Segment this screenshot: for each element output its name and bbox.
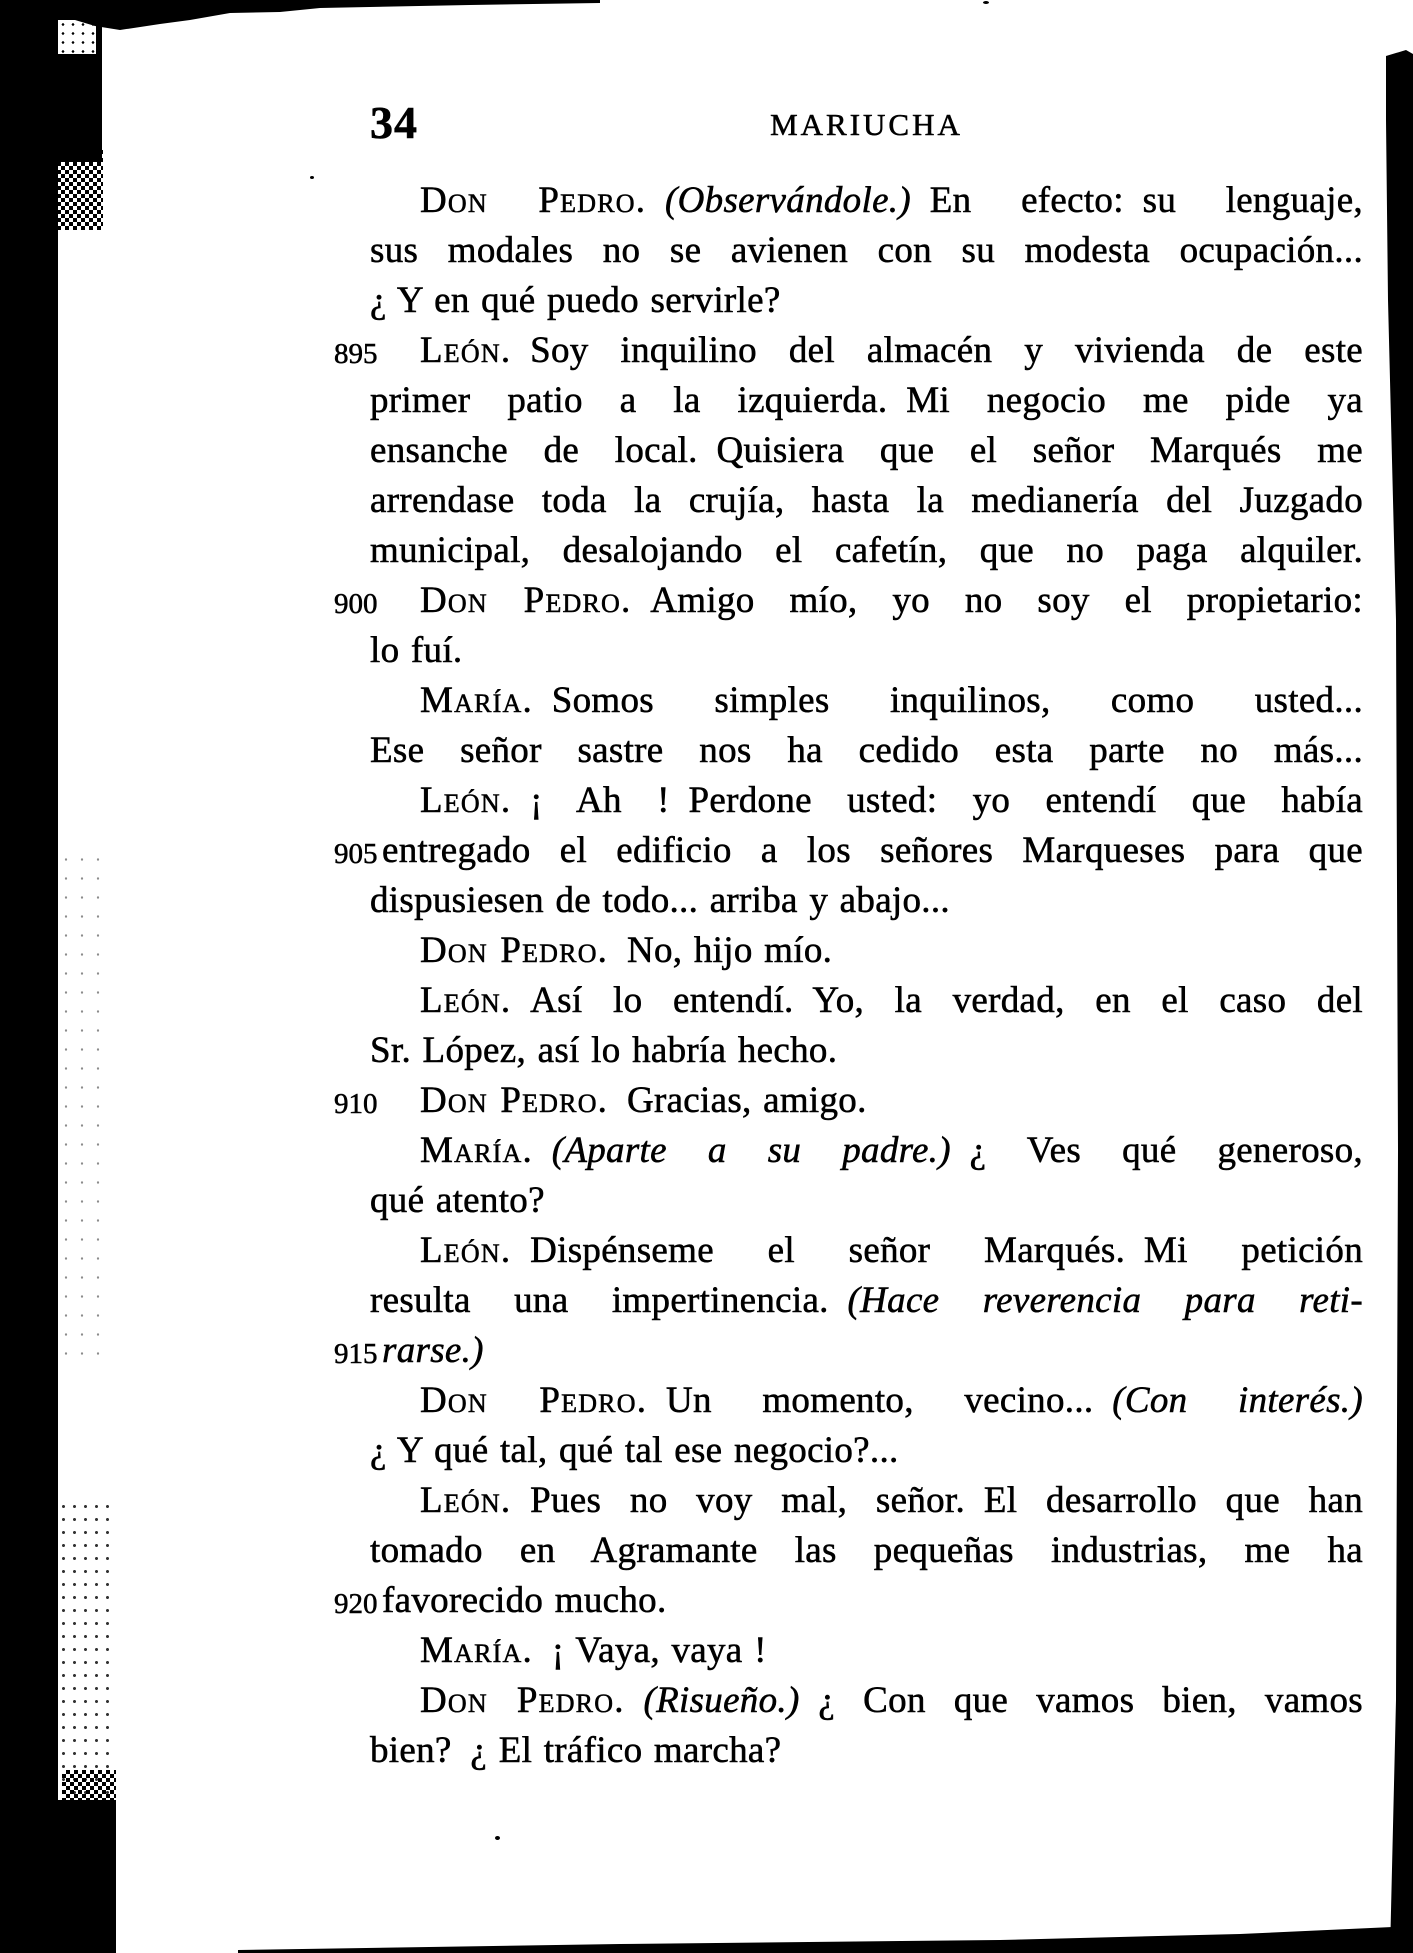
dialogue-text: ¡ Ah ! Perdone usted: yo entendí que había <box>511 780 1363 821</box>
text-lines <box>334 176 1363 1776</box>
speaker-name: María. <box>420 1630 533 1671</box>
speaker-name: María. <box>420 680 533 721</box>
text-line <box>370 1376 1363 1426</box>
text-line <box>370 1626 1363 1676</box>
text-line <box>370 676 1363 726</box>
line-number: 920 <box>334 1588 378 1620</box>
text-line <box>370 726 1363 776</box>
text-line <box>370 1226 1363 1276</box>
text-line <box>370 1276 1363 1326</box>
dialogue-text: Amigo mío, yo no soy el propietario: <box>631 580 1363 621</box>
dialogue-text: Ese señor sastre nos ha cedido esta parte no más... <box>370 730 1363 771</box>
dialogue-text: primer patio a la izquierda. Mi negocio me pide ya <box>370 380 1363 421</box>
text-line <box>370 426 1363 476</box>
line-number: 910 <box>334 1088 378 1120</box>
dialogue-text <box>625 1680 644 1721</box>
dialogue-text: entregado el edificio a los señores Marqueses para que <box>382 830 1363 871</box>
dialogue-text <box>646 180 665 221</box>
dialogue-text: favorecido mucho. <box>382 1580 667 1621</box>
dialogue-text: Pues no voy mal, señor. El desarrollo que han <box>511 1480 1363 1521</box>
dialogue-text: En efecto: su lenguaje, <box>910 180 1363 221</box>
dialogue-text: Así lo entendí. Yo, la verdad, en el caso del <box>511 980 1363 1021</box>
stage-direction: (Risueño.) <box>643 1680 800 1721</box>
dialogue-text: ensanche de local. Quisiera que el señor Marqués me <box>370 430 1363 471</box>
speaker-name: Don Pedro. <box>420 180 647 221</box>
ink-speck <box>495 1836 500 1840</box>
speaker-name: Don Pedro. <box>420 1080 609 1121</box>
text-line <box>370 176 1363 226</box>
line-number: 915 <box>334 1338 378 1370</box>
stage-direction: (Aparte a su padre.) <box>551 1130 951 1171</box>
dialogue-text: Sr. López, así lo habría hecho. <box>370 1030 838 1071</box>
text-line <box>370 1726 1363 1776</box>
dialogue-text: Somos simples inquilinos, como usted... <box>532 680 1363 721</box>
text-line <box>370 1476 1363 1526</box>
line-number: 905 <box>334 838 378 870</box>
speaker-name: Don Pedro. <box>420 930 609 971</box>
text-line <box>370 276 1363 326</box>
dialogue-text: bien? ¿ El tráfico marcha? <box>370 1730 782 1771</box>
dialogue-text: Dispénseme el señor Marqués. Mi petición <box>511 1230 1363 1271</box>
ink-speck <box>983 1 989 4</box>
speaker-name: León. <box>420 1480 512 1521</box>
text-line <box>370 926 1363 976</box>
dialogue-text: sus modales no se avienen con su modesta ocupación... <box>370 230 1363 271</box>
dialogue-text: Soy inquilino del almacén y vivienda de este <box>511 330 1363 371</box>
text-line <box>370 1526 1363 1576</box>
stage-direction: rarse.) <box>382 1330 484 1371</box>
running-title: MARIUCHA <box>770 107 963 142</box>
speaker-name: León. <box>420 330 512 371</box>
dialogue-text: Gracias, amigo. <box>608 1080 867 1121</box>
speaker-name: Don Pedro. <box>420 1380 648 1421</box>
text-line <box>370 1176 1363 1226</box>
text-line <box>370 1426 1363 1476</box>
text-line <box>334 826 1363 876</box>
text-line <box>370 1126 1363 1176</box>
text-line <box>334 1326 1363 1376</box>
line-number: 895 <box>334 338 378 370</box>
dialogue-text: ¡ Vaya, vaya ! <box>532 1630 767 1671</box>
dialogue-text: municipal, desalojando el cafetín, que no paga alquiler. <box>370 530 1363 571</box>
text-line <box>334 576 1363 626</box>
text-line <box>370 976 1363 1026</box>
text-line <box>370 876 1363 926</box>
text-line <box>370 776 1363 826</box>
text-line <box>370 626 1363 676</box>
text-line <box>370 376 1363 426</box>
dialogue-text: lo fuí. <box>370 630 463 671</box>
text-line <box>334 1576 1363 1626</box>
dialogue-text: tomado en Agramante las pequeñas industrias, me ha <box>370 1530 1363 1571</box>
speaker-name: María. <box>420 1130 533 1171</box>
dialogue-text: Un momento, vecino... <box>647 1380 1113 1421</box>
speaker-name: León. <box>420 980 512 1021</box>
ink-speck <box>310 176 314 179</box>
dialogue-text: resulta una impertinencia. <box>370 1280 848 1321</box>
dialogue-text: arrendase toda la crujía, hasta la medianería del Juzgado <box>370 480 1363 521</box>
stage-direction: (Observándole.) <box>665 180 911 221</box>
dialogue-text: dispusiesen de todo... arriba y abajo... <box>370 880 950 921</box>
text-line <box>334 326 1363 376</box>
speaker-name: Don Pedro. <box>420 580 632 621</box>
text-line <box>370 1676 1363 1726</box>
text-line <box>370 1026 1363 1076</box>
stage-direction: (Con interés.) <box>1112 1380 1363 1421</box>
stage-direction: (Hace reverencia para reti- <box>847 1280 1363 1321</box>
text-line <box>370 526 1363 576</box>
text-line <box>334 1076 1363 1126</box>
scan-bottom-wedge <box>238 1926 1413 1953</box>
dialogue-text: No, hijo mío. <box>608 930 833 971</box>
speaker-name: León. <box>420 1230 512 1271</box>
text-line <box>370 226 1363 276</box>
dialogue-text: ¿ Ves qué generoso, <box>950 1130 1363 1171</box>
dialogue-text: ¿ Y qué tal, qué tal ese negocio?... <box>370 1430 899 1471</box>
line-number: 900 <box>334 588 378 620</box>
scan-top-streak <box>55 0 600 30</box>
page-number: 34 <box>370 97 418 148</box>
dialogue-text: ¿ Con que vamos bien, vamos <box>799 1680 1363 1721</box>
text-line <box>370 476 1363 526</box>
speaker-name: Don Pedro. <box>420 1680 625 1721</box>
speaker-name: León. <box>420 780 512 821</box>
dialogue-text: qué atento? <box>370 1180 545 1221</box>
dialogue-text: ¿ Y en qué puedo servirle? <box>370 280 781 321</box>
scan-right-black-bar <box>1386 50 1413 1953</box>
dialogue-text <box>533 1130 552 1171</box>
